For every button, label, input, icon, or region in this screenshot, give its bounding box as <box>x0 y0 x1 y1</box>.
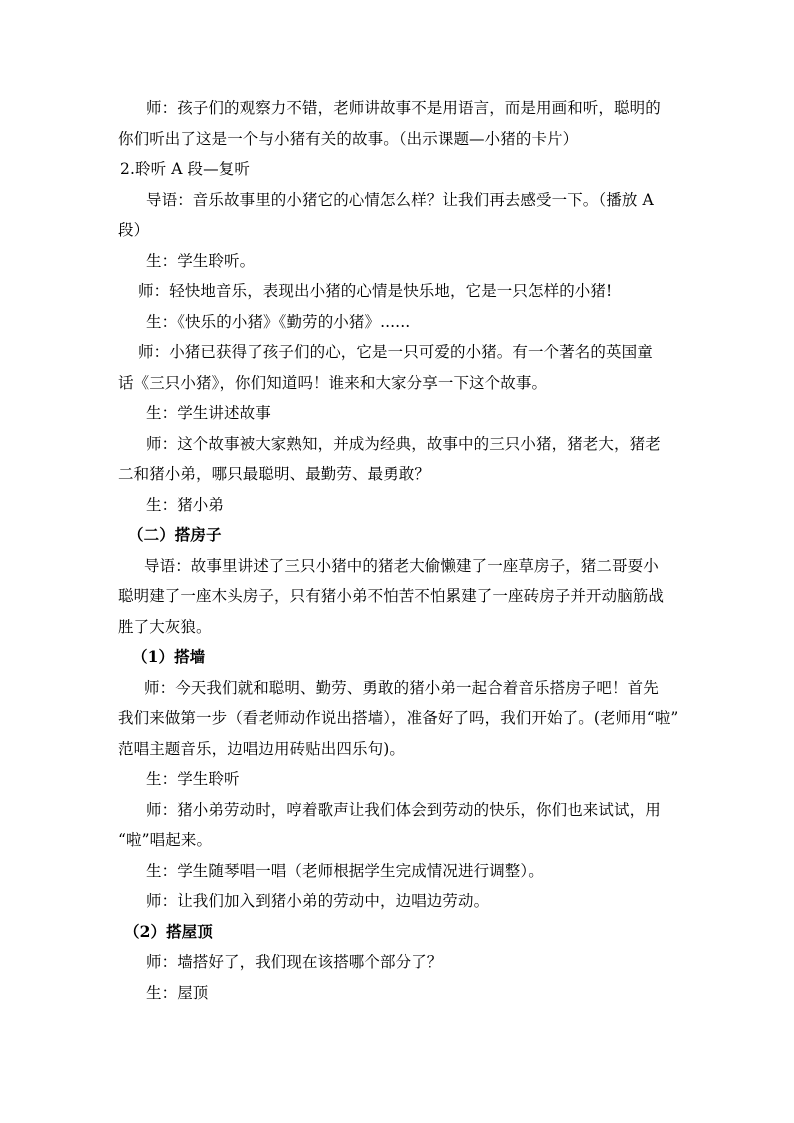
text-line: 生：学生随琴唱一唱（老师根据学生完成情况进行调整）。 <box>146 861 544 880</box>
text-line: 师：小猪已获得了孩子们的心，它是一只可爱的小猪。有一个著名的英国童 <box>138 343 653 361</box>
text-line: 我们来做第一步（看老师动作说出搭墙），准备好了吗，我们开始了。(老师用“啦” <box>118 709 679 727</box>
text-line: 范唱主题音乐，边唱边用砖贴出四乐句)。 <box>118 739 405 758</box>
text-line: 生：学生聆听 <box>146 770 240 788</box>
paragraph <box>118 947 683 978</box>
text-line: “啦”唱起来。 <box>118 831 213 849</box>
paragraph <box>118 337 683 398</box>
paragraph <box>118 307 683 338</box>
text-line: 师：猪小弟劳动时，哼着歌声让我们体会到劳动的快乐，你们也来试试，用 <box>146 800 661 819</box>
paragraph <box>118 93 683 154</box>
text-line: 段） <box>118 221 150 239</box>
text-line: 二和猪小弟，哪只最聪明、最勤劳、最勇敢？ <box>118 465 431 483</box>
paragraph <box>118 276 683 307</box>
text-line: 导语：故事里讲述了三只小猪中的猪老大偷懒建了一座草房子，猪二哥耍小 <box>144 556 659 575</box>
text-line: 你们听出了这是一个与小猪有关的故事。（出示课题—小猪的卡片） <box>118 129 579 148</box>
text-line: 师：孩子们的观察力不错，老师讲故事不是用语言，而是用画和听，聪明的 <box>146 99 661 117</box>
text-line: 2.聆听 A 段—复听 <box>120 160 250 178</box>
text-line: 生：学生讲述故事 <box>146 404 271 422</box>
paragraph <box>118 764 683 795</box>
text-line: 生：屋顶 <box>146 983 209 1002</box>
text-line: 生：《快乐的小猪》《勤劳的小猪》...... <box>146 312 411 331</box>
paragraph <box>118 490 683 521</box>
text-line: （2）搭屋顶 <box>124 921 213 941</box>
document-body <box>118 93 683 1008</box>
text-line: 胜了大灰狼。 <box>118 617 212 636</box>
text-line: （二）搭房子 <box>128 525 222 544</box>
section-heading <box>118 642 683 673</box>
text-line: 导语：音乐故事里的小猪它的心情怎么样？让我们再去感受一下。（播放 A <box>146 190 654 209</box>
paragraph <box>118 154 683 185</box>
paragraph <box>118 673 683 765</box>
text-line: （1）搭墙 <box>132 647 206 666</box>
section-heading <box>118 917 683 948</box>
text-line: 生：学生聆听。 <box>146 251 256 270</box>
text-line: 师：轻快地音乐，表现出小猪的心情是快乐地，它是一只怎样的小猪! <box>138 282 613 300</box>
paragraph <box>118 978 683 1009</box>
paragraph <box>118 398 683 429</box>
text-line: 师：墙搭好了，我们现在该搭哪个部分了？ <box>146 953 443 971</box>
text-line: 生：猪小弟 <box>146 495 225 514</box>
paragraph <box>118 795 683 856</box>
text-line: 师：今天我们就和聪明、勤劳、勇敢的猪小弟一起合着音乐搭房子吧！首先 <box>144 678 659 697</box>
paragraph <box>118 551 683 643</box>
text-line: 话《三只小猪》，你们知道吗！谁来和大家分享一下这个故事。 <box>118 373 548 392</box>
text-line: 聪明建了一座木头房子，只有猪小弟不怕苦不怕累建了一座砖房子并开动脑筋战 <box>118 587 665 605</box>
paragraph <box>118 246 683 277</box>
text-line: 师：这个故事被大家熟知，并成为经典，故事中的三只小猪，猪老大，猪老 <box>146 434 661 453</box>
paragraph <box>118 429 683 490</box>
paragraph <box>118 856 683 887</box>
section-heading <box>118 520 683 551</box>
paragraph <box>118 185 683 246</box>
text-line: 师：让我们加入到猪小弟的劳动中，边唱边劳动。 <box>146 892 490 910</box>
paragraph <box>118 886 683 917</box>
